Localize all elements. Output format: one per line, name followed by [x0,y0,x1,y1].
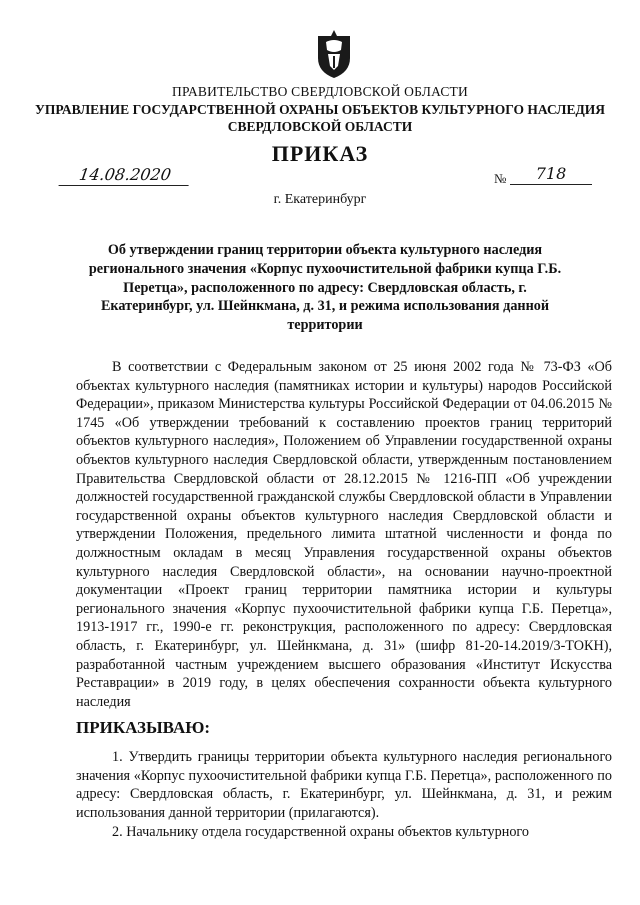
order-date: 14.08.2020 [59,165,192,186]
document-title: ПРИКАЗ [271,141,369,166]
city: г. Екатеринбург [273,192,367,207]
department-line-2: СВЕРДЛОВСКОЙ ОБЛАСТИ [227,119,413,134]
order-subject: Об утверждении границ территории объекта культурного наследия регионального значения «Корпус пухоочистительной фабрики купца Г.Б. Перетца», расположенного по адресу: Свердловская область, г. Екатеринбург, ул. Шейнкмана, д. 31, и режима использования данной территории [88,242,562,334]
order-number: 718 [510,164,592,185]
coat-of-arms-emblem-icon [314,28,354,80]
department-name [0,101,640,135]
government-name: ПРАВИТЕЛЬСТВО СВЕРДЛОВСКОЙ ОБЛАСТИ [172,84,468,99]
order-heading: ПРИКАЗЫВАЮ: [76,718,211,737]
order-number-label: № [494,171,507,186]
order-item-1: 1. Утвердить границы территории объекта культурного наследия регионального значения «Корпус пухоочистительной фабрики купца Г.Б. Перетца», расположенного по адресу: Свердловская область, г. Екатеринбург, ул. Шейнкмана, д. 31, и режим использования данной территории (прилагаются). [76,749,612,821]
order-item-2: 2. Начальнику отдела государственной охраны объектов культурного [112,824,529,840]
department-line-1: УПРАВЛЕНИЕ ГОСУДАРСТВЕННОЙ ОХРАНЫ ОБЪЕКТОВ КУЛЬТУРНОГО НАСЛЕДИЯ [34,102,606,117]
preamble-paragraph: В соответствии с Федеральным законом от 25 июня 2002 года № 73-ФЗ «Об объектах культурного наследия (памятниках истории и культуры) народов Российской Федерации», приказом Министерства культуры Российской Федерации от 04.06.2015 № 1745 «Об утверждении требований к составлению проектов границ территорий объектов культурного наследия», Положением об Управлении государственной охраны объектов культурного наследия Свердловской области, утвержденным постановлением Правительства Свердловской области от 28.12.2015 № 1216-ПП «Об учреждении должностей государственной гражданской службы Свердловской области в Управлении государственной охраны объектов культурного наследия Свердловской области и утверждении Положения, предельного лимита штатной численности и фонда по должностным окладам в месяц Управления государственной охраны объектов культурного наследия Свердловской области», на основании научно-проектной документации «Проект границ территории памятника истории и культуры регионального значения «Корпус пухоочистительной фабрики купца Г.Б. Перетца», 1913-1917 гг., 1990-е гг. реконструкция, расположенного по адресу: Свердловская область, г. Екатеринбург, ул. Шейнкмана, д. 31» (шифр 81-20-14.2019/3-ТОКН), разработанной частным учреждением высшего образования «Институт Искусства Реставрации» в 2019 году, в целях обеспечения сохранности объекта культурного наследия [76,359,612,710]
